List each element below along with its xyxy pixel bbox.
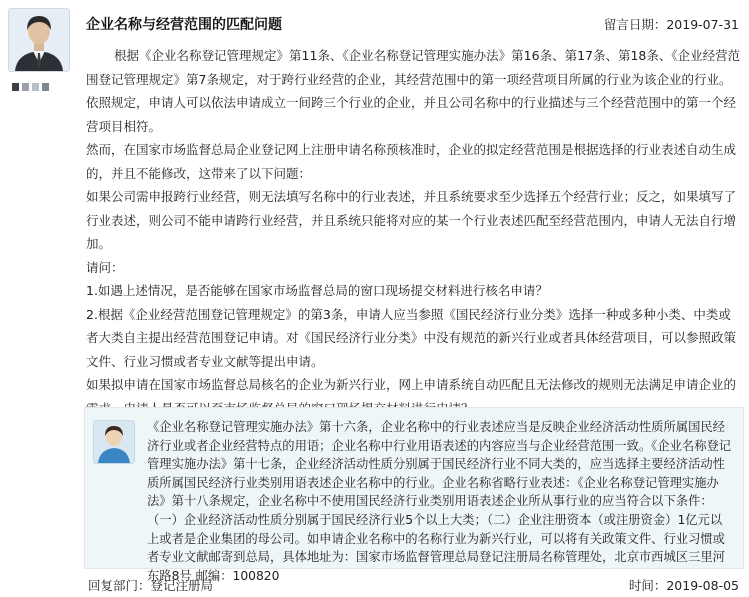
- question-body: [86, 44, 741, 420]
- user-avatar-icon: [8, 8, 70, 72]
- question-paragraph: 如果拟申请在国家市场监督总局核名的企业为新兴行业，网上申请系统自动匹配且无法修改的规则无法满足申请企业的: [86, 377, 737, 392]
- message-date: 留言日期：2019-07-31: [603, 17, 739, 32]
- question-paragraph: 请问：: [86, 259, 124, 275]
- question-paragraph: 2.根据《企业经营范围登记管理规定》的第3条，申请人应当参照《国民经济行业分类》选择一种或多种小类、中类或者大类自主提出经营范围登记申请。对《国民经济行业分类》中没有规范的新兴行业或者具体经营项目，可以参照政策文件、行业习惯或者专业文献等提出申请。: [86, 306, 737, 369]
- reply-department: 回复部门：登记注册局: [88, 578, 214, 593]
- reply-box: [84, 407, 744, 583]
- question-paragraph: 1.如遇上述情况，是否能够在国家市场监督总局的窗口现场提交材料进行核名申请？: [86, 283, 548, 298]
- question-paragraph: 如果公司需申报跨行业经营，则无法填写名称中的行业表述，并且系统要求至少选择五个经营行业；反之，如果填写了行业表述，则公司不能申请跨行业经营，并且系统只能将对应的某一个行业表述匹配至经营范围内，申请人无法自行增加。: [86, 189, 737, 251]
- page-title: 企业名称与经营范围的匹配问题: [86, 17, 282, 33]
- question-paragraph: 然而，在国家市场监督总局企业登记网上注册申请名称预核准时，企业的拟定经营范围是根据选择的行业表述自动生成的，并且不能修改，这带来了以下问题：: [86, 142, 737, 181]
- avatar-decoration: [12, 76, 52, 88]
- question-paragraph: 根据《企业名称登记管理规定》第11条、《企业名称登记管理实施办法》第16条、第17条、第18条、《企业经营范围登记管理规定》第7条规定，对于跨行业经营的企业，其经营范围中的第一项经营项目所属的行业为该企业的行业。依照规定，申请人可以依法申请成立一间跨三个行业的企业，并且公司名称中的行业描述与三个经营范围中的第一个经营项目相符。: [86, 48, 741, 134]
- reply-text: 《企业名称登记管理实施办法》第十六条，企业名称中的行业表述应当是反映企业经济活动性质所属国民经济行业或者企业经营特点的用语；企业名称中行业用语表述的内容应当与企业经营范围一致。《企业名称登记管理实施办法》第十七条，企业经济活动性质分别属于国民经济行业不同大类的，应当选择主要经济活动性质所属国民经济行业类别用语表述企业名称中的行业。企业名称省略行业表述：《企业名称登记管理实施办法》第十八条规定，企业名称中不使用国民经济行业类别用语表述企业所从事行业的应当符合以下条件：（一）企业经济活动性质分别属于国民经济行业5个以上大类；（二）企业注册资本（或注册资金）1亿元以上或者是企业集团的母公司。如申请企业名称中的名称行业为新兴行业，可以将有关政策文件、行业习惯或者专业文献邮寄到总局，具体地址为：国家市场监督管理总局登记注册局名称管理处，北京市西城区三里河东路8号 邮编：100820: [147, 420, 732, 583]
- reply-time: 时间：2019-08-05: [628, 578, 739, 593]
- reply-avatar-icon: [93, 420, 135, 464]
